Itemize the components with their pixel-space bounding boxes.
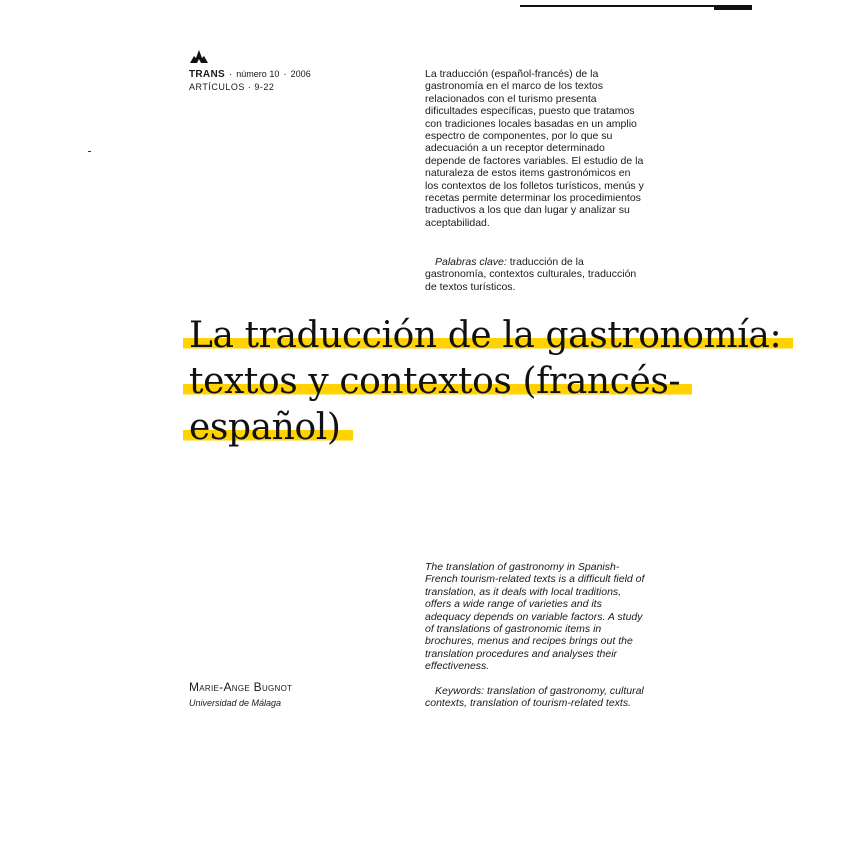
trans-logo-icon xyxy=(189,48,209,64)
journal-year: 2006 xyxy=(290,69,311,79)
keywords-spanish xyxy=(425,256,645,293)
margin-mark xyxy=(88,151,91,152)
article-section: ARTÍCULOS · 9-22 xyxy=(189,82,275,92)
abstract-spanish: La traducción (español-francés) de la gastronomía en el marco de los textos relacionados con el turismo presenta dificultades específicas, puesto que tratamos con tradiciones locales basadas en un amplio espectro de componentes, por lo que su adecuación a un receptor determinado depende de factores variables. El estudio de la naturaleza de estos items gastronómicos en los contextos de los folletos turísticos, menús y recetas permite determinar los procedimientos traductivos a los que dan lugar y analizar su aceptabilidad. xyxy=(425,68,644,229)
journal-issue: número 10 xyxy=(236,69,280,79)
keywords-english xyxy=(425,685,655,710)
keywords-label-es: Palabras clave: xyxy=(435,256,507,268)
author-name: Marie-Ange Bugnot xyxy=(189,680,293,694)
journal-name: TRANS xyxy=(189,69,225,80)
title-highlight: La traducción de la gastronomía: textos y contextos (francés-español) xyxy=(183,315,793,448)
keywords-label-en: Keywords: xyxy=(435,685,485,697)
article-title xyxy=(183,313,783,451)
abstract-english: The translation of gastronomy in Spanish-French tourism-related texts is a difficult field of translation, as it deals with local traditions, offers a wide range of varieties and its adequacy depends on variable factors. A study of translations of gastronomic items in brochures, menus and recipes brings out the translation procedures and analyses their effectiveness. xyxy=(425,561,645,673)
article-label: ARTÍCULOS xyxy=(189,82,245,92)
keywords-text-es: traducción de la gastronomía, contextos culturales, traducción de textos turísticos. xyxy=(425,256,637,293)
keywords-text-en: translation of gastronomy, cultural contexts, translation of tourism-related texts. xyxy=(425,685,644,710)
top-rule xyxy=(520,5,752,7)
page-range: 9-22 xyxy=(254,82,275,92)
journal-header: TRANS · número 10 · 2006 xyxy=(189,69,311,80)
author-affiliation: Universidad de Málaga xyxy=(189,698,282,708)
